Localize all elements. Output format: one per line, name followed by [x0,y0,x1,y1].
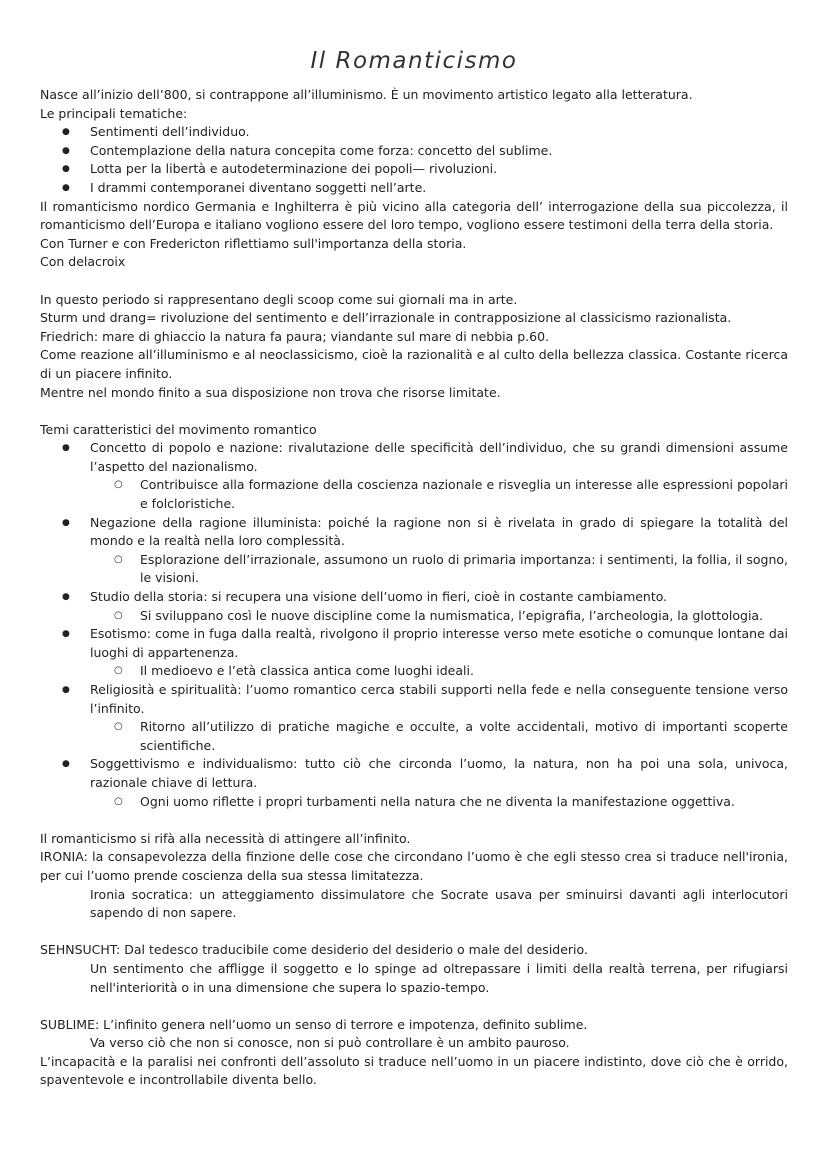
finite-world-line: Mentre nel mondo finito a sua disposizione non trova che risorse limitate. [40,384,501,400]
sub-list-item: ○ Il medioevo e l’età classica antica come luoghi ideali. [40,662,788,681]
sehnsucht-line: SEHNSUCHT: Dal tedesco traducibile come desiderio del desiderio o male del desiderio. [40,942,588,958]
sub-list-item: ○ Ritorno all’utilizzo di pratiche magiche e occulte, a volte accidentali, motivo di importanti scoperte scientifiche. [40,718,788,755]
delacroix-line: Con delacroix [40,254,126,270]
list-item: ● Lotta per la libertà e autodeterminazione dei popoli— rivoluzioni. [40,160,788,179]
list-item: ● Soggettivismo e individualismo: tutto ciò che circonda l’uomo, la natura, non ha poi una sola, univoca, razionale chiave di lettura. [40,755,788,792]
list-item: ● I drammi contemporanei diventano soggetti nell’arte. [40,179,788,198]
temi-heading: Temi caratteristici del movimento romantico [40,421,317,437]
sub-list-item: ○ Ogni uomo riflette i propri turbamenti nella natura che ne diventa la manifestazione oggettiva. [40,793,788,812]
spacer [40,402,788,421]
ironia-socratica: Ironia socratica: un atteggiamento dissimulatore che Socrate usava per sminuirsi davanti agli interlocutori sapendo di non sapere. [90,886,788,921]
spacer [40,997,788,1016]
themes-label: Le principali tematiche: [40,105,188,121]
nordic-paragraph: Il romanticismo nordico Germania e Inghilterra è più vicino alla categoria dell’ interrogazione della sua piccolezza, il romanticismo dell’Europa e italiano vogliono essere del loro tempo, vogliono essere testimoni della terra della storia. [40,198,788,233]
sublime-line: SUBLIME: L’infinito genera nell’uomo un senso di terrore e impotenza, definito sublime. [40,1016,588,1032]
list-item: ● Contemplazione della natura concepita come forza: concetto del sublime. [40,142,788,161]
spacer [40,923,788,942]
sub-list-item: ○ Contribuisce alla formazione della coscienza nazionale e risveglia un interesse alle espressioni popolari e folcloristiche. [40,476,788,513]
turner-line: Con Turner e con Fredericton riflettiamo sull'importanza della storia. [40,235,467,251]
sublime-paragraph: L’incapacità e la paralisi nei confronti dell’assoluto si traduce nell’uomo in un piacere indistinto, dove ciò che è orrido, spaventevole e incontrollabile diventa bello. [40,1053,788,1088]
sturm-line: Sturm und drang= rivoluzione del sentimento e dell’irrazionale in contrapposizione al classicismo razionalista. [40,310,732,326]
reaction-paragraph: Come reazione all’illuminismo e al neoclassicismo, cioè la razionalità e al culto della bellezza classica. Costante ricerca di un piacere infinito. [40,347,788,381]
period-line: In questo periodo si rappresentano degli scoop come sui giornali ma in arte. [40,291,518,307]
sehnsucht-indent: Un sentimento che affligge il soggetto e lo spinge ad oltrepassare i limiti della realtà terrena, per rifugiarsi nell'interiorità o in una dimensione che supera lo spazio-tempo. [90,960,788,995]
friedrich-line: Friedrich: mare di ghiaccio la natura fa paura; viandante sul mare di nebbia p.60. [40,328,550,344]
intro-paragraph: Nasce all’inizio dell’800, si contrappone all’illuminismo. È un movimento artistico legato alla letteratura. [40,87,693,102]
infinite-line: Il romanticismo si rifà alla necessità di attingere all’infinito. [40,830,411,846]
ironia-paragraph: IRONIA: la consapevolezza della finzione delle cose che circondano l’uomo è che egli stesso crea si traduce nell'ironia, per cui l’uomo prende coscienza della sua stessa limitatezza. [40,849,788,883]
spacer [40,811,788,830]
list-item: ● Religiosità e spiritualità: l’uomo romantico cerca stabili supporti nella fede e nella conseguente tensione verso l’infinito. [40,681,788,718]
spacer [40,272,788,291]
list-item: ● Concetto di popolo e nazione: rivalutazione delle specificità dell’individuo, che su grandi dimensioni assume l’aspetto del nazionalismo. [40,439,788,476]
list-item: ● Studio della storia: si recupera una visione dell’uomo in fieri, cioè in costante cambiamento. [40,588,788,607]
sub-list-item: ○ Esplorazione dell’irrazionale, assumono un ruolo di primaria importanza: i sentimenti, la follia, il sogno, le visioni. [40,551,788,588]
themes-list [40,123,788,197]
sub-list-item: ○ Si sviluppano così le nuove discipline come la numismatica, l’epigrafia, l’archeologia, la glottologia. [40,607,788,626]
sublime-indent: Va verso ciò che non si conosce, non si può controllare è un ambito pauroso. [90,1035,570,1051]
page-title: Il Romanticismo [310,48,518,74]
list-item: ● Sentimenti dell’individuo. [40,123,788,142]
list-item: ● Esotismo: come in fuga dalla realtà, rivolgono il proprio interesse verso mete esotiche o comunque lontane dai luoghi di appartenenza. [40,625,788,662]
temi-list [40,439,788,811]
list-item: ● Negazione della ragione illuminista: poiché la ragione non si è rivelata in grado di spiegare la totalità del mondo e la realtà nella loro complessità. [40,514,788,551]
